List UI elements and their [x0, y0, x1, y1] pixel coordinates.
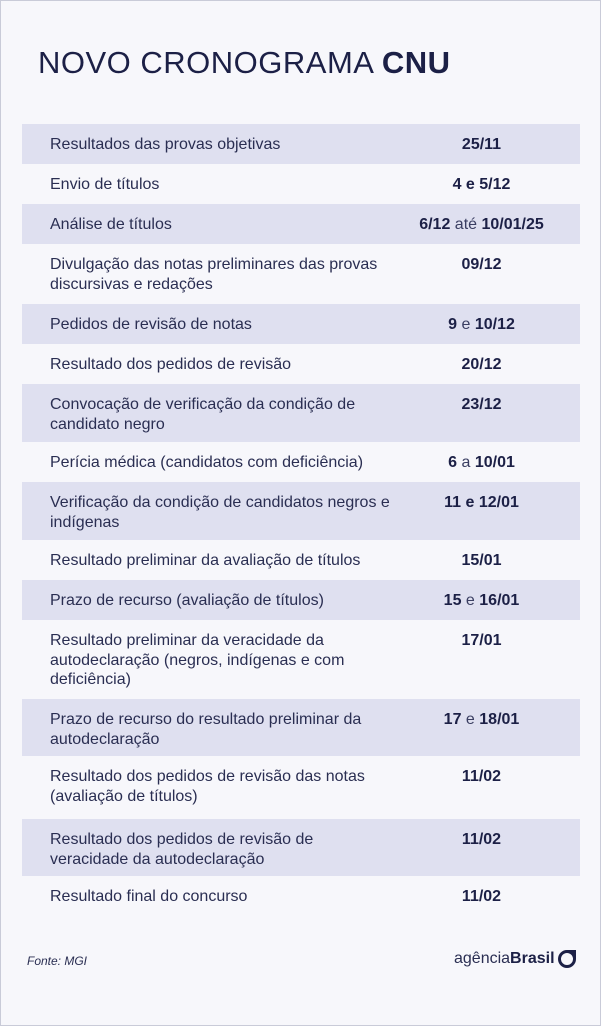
event-label: Verificação da condição de candidatos negros e indígenas — [50, 494, 390, 531]
table-row — [22, 699, 580, 756]
event-label: Convocação de verificação da condição de candidato negro — [50, 396, 356, 433]
event-date — [395, 315, 580, 335]
table-row — [22, 442, 580, 482]
table-row — [22, 384, 580, 442]
table-row — [22, 580, 580, 620]
date-start: 20/12 — [461, 356, 502, 373]
date-start: 15/01 — [461, 552, 502, 569]
date-start: 09/12 — [461, 256, 502, 273]
date-start: 6 — [448, 454, 458, 471]
schedule-table — [22, 124, 580, 916]
table-row — [22, 304, 580, 344]
date-connector: até — [454, 216, 478, 233]
event-label: Resultado dos pedidos de revisão — [50, 356, 292, 373]
event-date — [395, 830, 580, 850]
event-label: Envio de títulos — [50, 176, 160, 193]
date-start: 6/12 — [419, 216, 451, 233]
date-connector: e — [465, 592, 475, 609]
event-label: Prazo de recurso (avaliação de títulos) — [50, 592, 324, 609]
event-label: Resultado preliminar da veracidade da autodeclaração (negros, indígenas e com deficiência) — [50, 632, 345, 688]
table-row — [22, 482, 580, 540]
date-start: 11/02 — [461, 831, 502, 848]
date-start: 11 e 12/01 — [444, 494, 519, 511]
event-label: Resultados das provas objetivas — [50, 136, 281, 153]
event-date — [395, 591, 580, 611]
date-start: 11/02 — [461, 888, 502, 905]
event-date — [395, 887, 580, 907]
date-start: 17 — [443, 711, 462, 728]
event-date — [395, 355, 580, 375]
date-connector: e — [465, 711, 475, 728]
date-connector: e — [461, 316, 471, 333]
logo-ring-icon — [557, 949, 577, 969]
date-end: 16/01 — [479, 592, 520, 609]
table-row — [22, 344, 580, 384]
page-title — [38, 45, 451, 81]
event-date — [395, 215, 580, 235]
event-date — [395, 631, 580, 651]
date-start: 9 — [448, 316, 458, 333]
event-label: Divulgação das notas preliminares das provas discursivas e redações — [50, 256, 378, 293]
table-row — [22, 756, 580, 819]
event-label: Análise de títulos — [50, 216, 172, 233]
source-note: Fonte: MGI — [27, 954, 88, 968]
date-start: 15 — [443, 592, 462, 609]
event-label: Resultado dos pedidos de revisão de veracidade da autodeclaração — [50, 831, 314, 868]
date-start: 4 e 5/12 — [452, 176, 511, 193]
date-end: 10/12 — [474, 316, 515, 333]
table-row — [22, 819, 580, 876]
event-label: Resultado preliminar da avaliação de títulos — [50, 552, 361, 569]
event-date — [395, 710, 580, 730]
date-start: 23/12 — [461, 396, 502, 413]
date-connector: a — [461, 454, 471, 471]
logo-text-light: agência — [454, 950, 511, 967]
event-date — [395, 767, 580, 787]
event-date — [395, 395, 580, 415]
table-row — [22, 620, 580, 699]
date-end: 10/01/25 — [481, 216, 544, 233]
event-date — [395, 453, 580, 473]
event-label: Resultado dos pedidos de revisão das notas (avaliação de títulos) — [50, 768, 365, 805]
event-label: Resultado final do concurso — [50, 888, 248, 905]
logo-text-bold: Brasil — [510, 950, 555, 967]
table-row — [22, 164, 580, 204]
table-row — [22, 204, 580, 244]
date-end: 10/01 — [474, 454, 515, 471]
table-row — [22, 244, 580, 304]
agencia-brasil-logo — [454, 949, 577, 969]
event-label: Prazo de recurso do resultado preliminar da autodeclaração — [50, 711, 362, 748]
date-start: 11/02 — [461, 768, 502, 785]
table-row — [22, 540, 580, 580]
event-date — [395, 493, 580, 513]
event-date — [395, 551, 580, 571]
title-bold: CNU — [381, 45, 451, 80]
event-date — [395, 255, 580, 275]
table-row — [22, 124, 580, 164]
date-start: 25/11 — [461, 136, 502, 153]
event-date — [395, 135, 580, 155]
event-date — [395, 175, 580, 195]
title-light: NOVO CRONOGRAMA — [38, 45, 373, 80]
date-end: 18/01 — [479, 711, 520, 728]
table-row — [22, 876, 580, 916]
date-start: 17/01 — [461, 632, 502, 649]
event-label: Pedidos de revisão de notas — [50, 316, 252, 333]
event-label: Perícia médica (candidatos com deficiência) — [50, 454, 364, 471]
